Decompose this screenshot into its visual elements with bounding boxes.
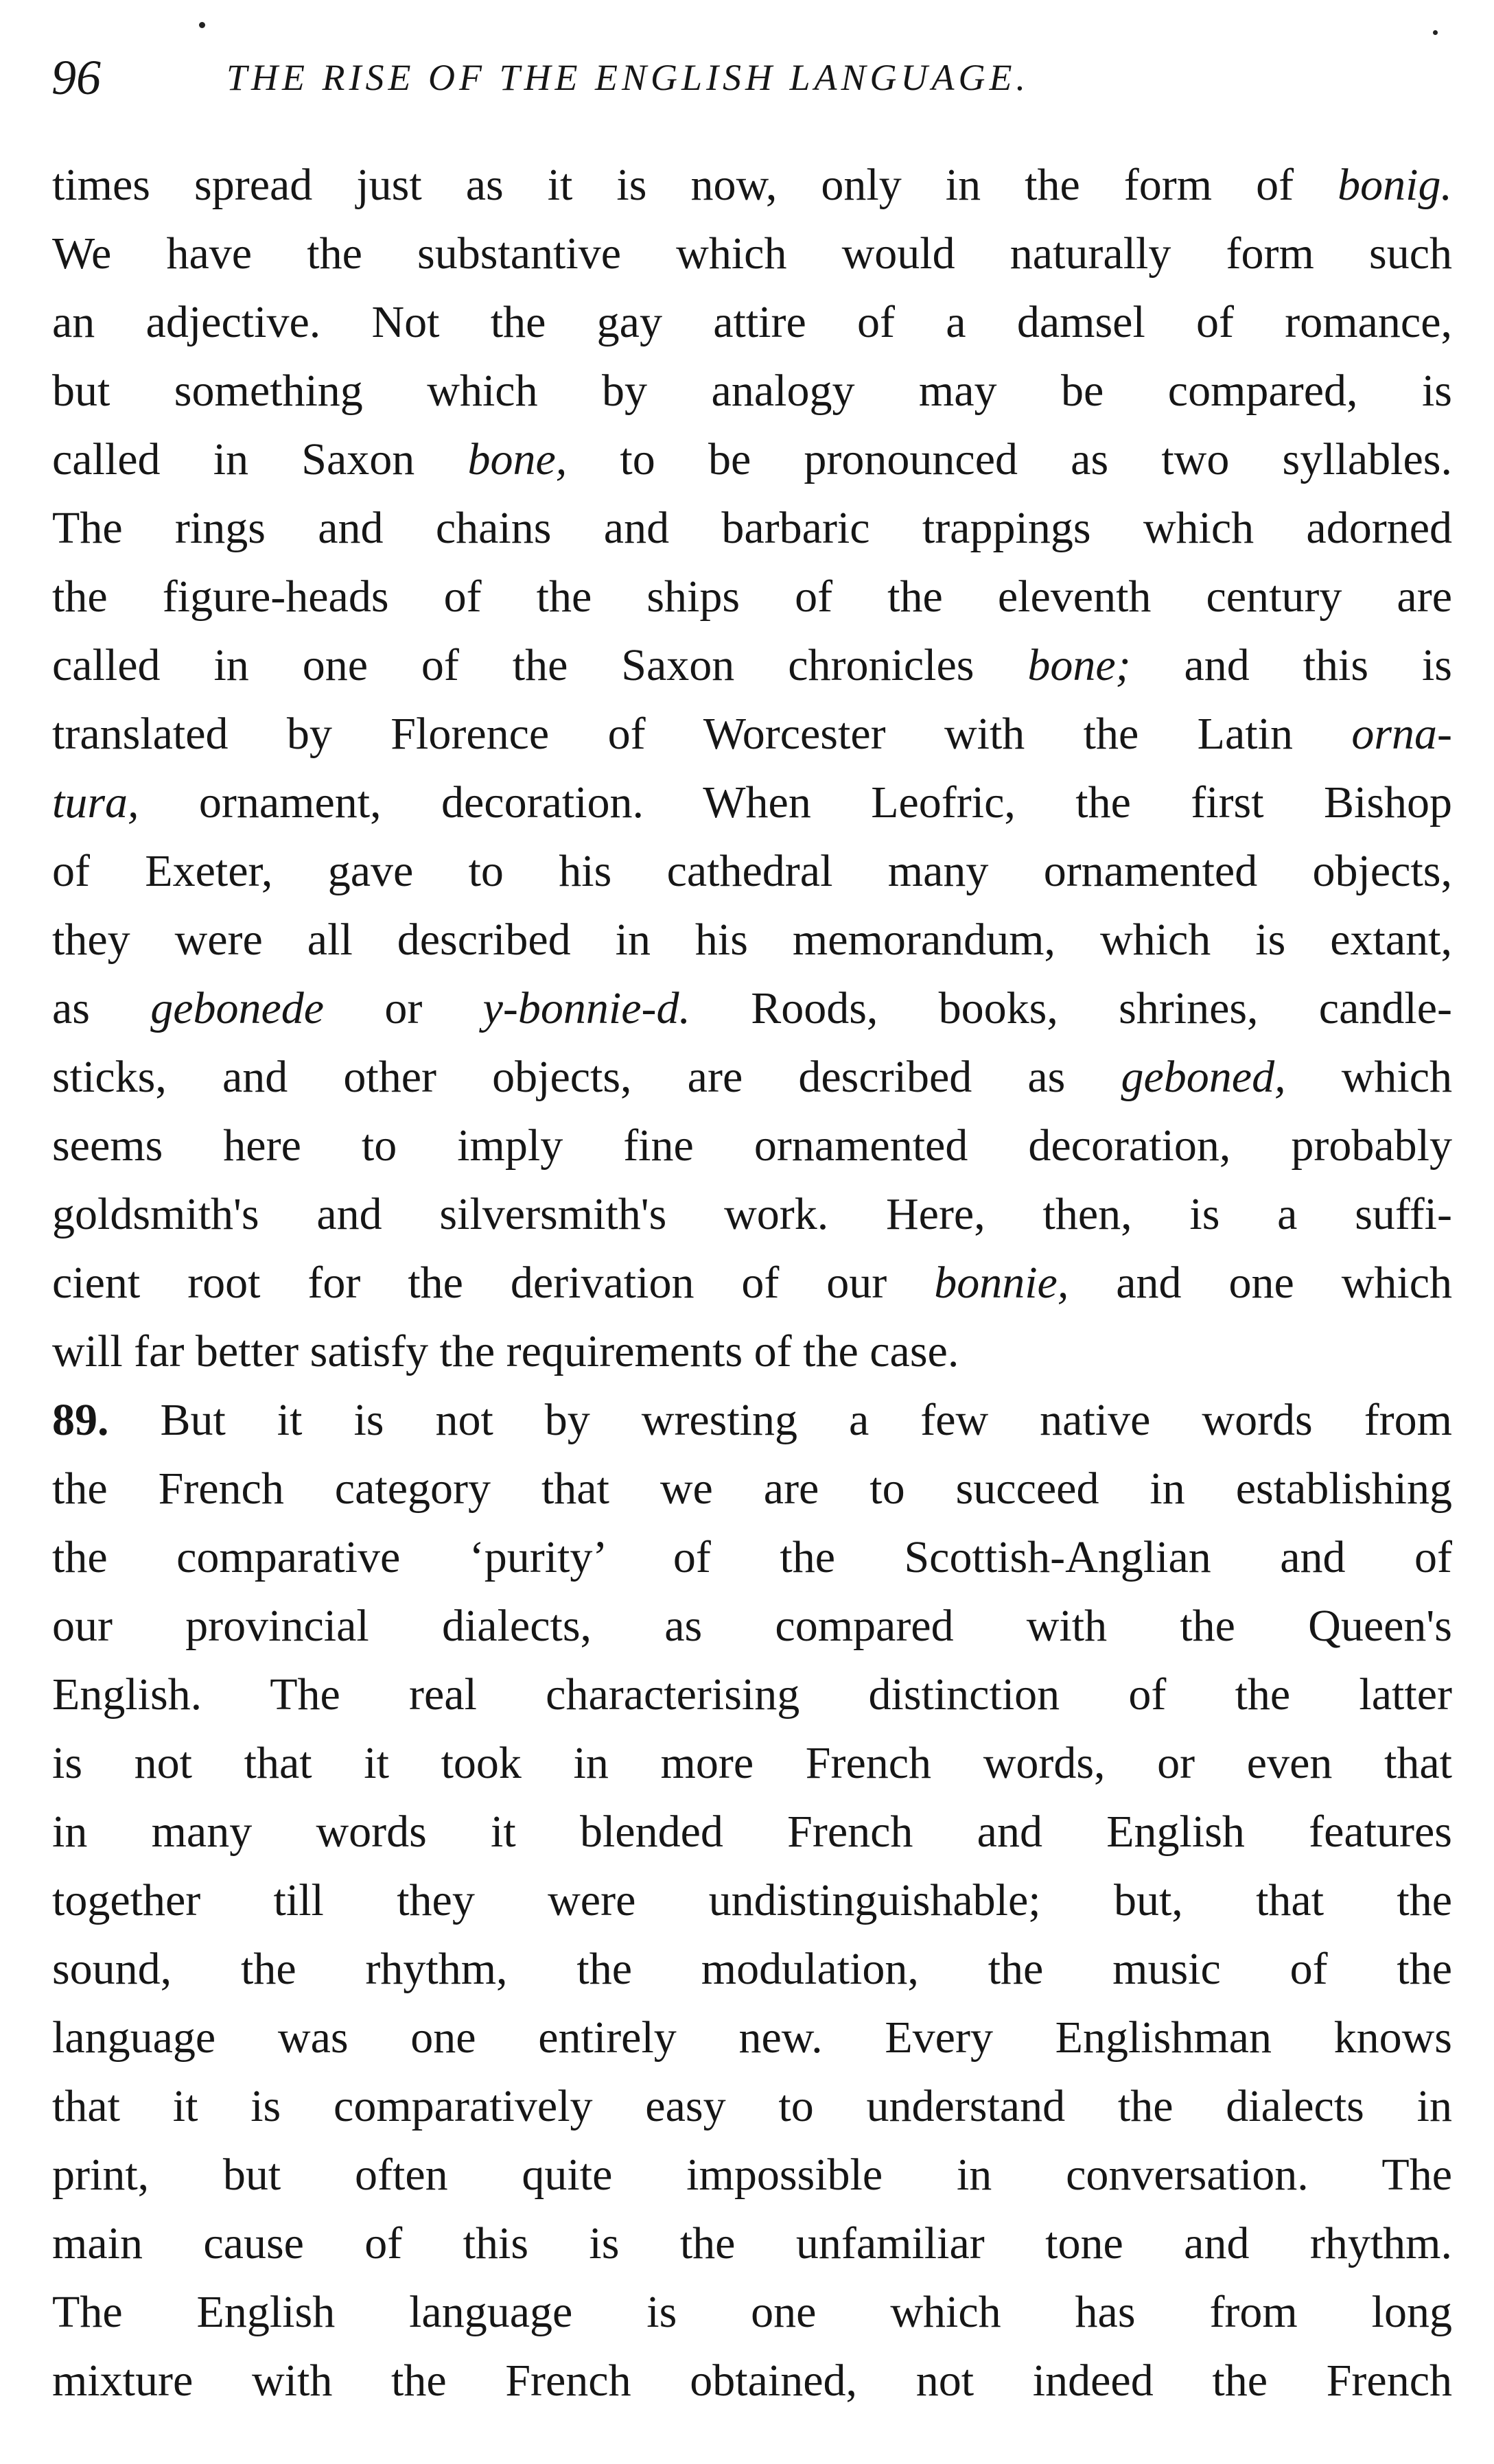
text-line	[52, 2141, 1452, 2209]
page-header	[51, 40, 1451, 115]
text-line	[52, 1798, 1452, 1866]
text-line	[52, 974, 1452, 1043]
italic-term: bonnie,	[934, 1258, 1069, 1308]
text-line	[52, 906, 1452, 974]
text-line	[52, 425, 1452, 494]
text-run: as	[52, 983, 151, 1033]
text-line	[52, 1180, 1452, 1249]
text-line	[52, 700, 1452, 768]
italic-term: bonig.	[1338, 160, 1452, 210]
text-run: together till they were undistinguishable; but, that the	[52, 1875, 1452, 1925]
text-run: seems here to imply fine ornamented decoration, probably	[52, 1120, 1452, 1171]
text-run: The English language is one which has from long	[52, 2287, 1452, 2337]
text-run: to be pronounced as two syllables.	[567, 434, 1452, 484]
text-run: that it is comparatively easy to understand the dialects in	[52, 2081, 1452, 2131]
text-run: in many words it blended French and English features	[52, 1807, 1452, 1857]
text-run: the comparative ‘purity’ of the Scottish-Anglian and of	[52, 1532, 1452, 1582]
italic-term: geboned,	[1121, 1052, 1286, 1102]
text-line	[52, 1386, 1452, 1455]
text-line	[52, 2347, 1452, 2415]
print-speck	[199, 22, 205, 28]
italic-term: bone;	[1027, 640, 1131, 690]
text-run: is not that it took in more French words, or even that	[52, 1738, 1452, 1788]
text-line	[52, 2072, 1452, 2141]
italic-term: y-bonnie-d.	[482, 983, 690, 1033]
italic-term: orna-	[1351, 709, 1452, 759]
text-run: but something which by analogy may be compared, is	[52, 366, 1452, 416]
text-line	[52, 1249, 1452, 1317]
text-run: they were all described in his memorandum, which is extant,	[52, 915, 1452, 965]
text-run: will far better satisfy the requirements of the case.	[52, 1326, 959, 1376]
text-line	[52, 2209, 1452, 2278]
print-speck	[1433, 30, 1438, 35]
text-run: sticks, and other objects, are described as	[52, 1052, 1121, 1102]
text-line	[52, 1523, 1452, 1592]
text-run: goldsmith's and silversmith's work. Here, then, is a suffi-	[52, 1189, 1452, 1239]
text-line	[52, 220, 1452, 288]
italic-term: bone,	[467, 434, 568, 484]
text-line	[52, 2278, 1452, 2347]
text-line	[52, 494, 1452, 563]
text-run: an adjective. Not the gay attire of a damsel of romance,	[52, 297, 1452, 347]
text-run: the French category that we are to succeed in establishing	[52, 1464, 1452, 1514]
text-run: language was one entirely new. Every Englishman knows	[52, 2013, 1452, 2063]
text-run: called in Saxon	[52, 434, 468, 484]
text-run: and this is	[1130, 640, 1452, 690]
page-number: 96	[51, 50, 101, 105]
text-run: We have the substantive which would naturally form such	[52, 228, 1452, 279]
text-run: which	[1285, 1052, 1452, 1102]
italic-term: tura,	[52, 777, 139, 828]
text-run: sound, the rhythm, the modulation, the music of the	[52, 1944, 1452, 1994]
text-line	[52, 1729, 1452, 1798]
running-title: THE RISE OF THE ENGLISH LANGUAGE.	[226, 57, 1029, 98]
text-line	[52, 288, 1452, 357]
text-line	[52, 151, 1452, 220]
text-run: main cause of this is the unfamiliar tone and rhythm.	[52, 2218, 1452, 2268]
text-line	[52, 631, 1452, 700]
body-text	[52, 151, 1452, 2415]
text-run: mixture with the French obtained, not indeed the French	[52, 2356, 1452, 2406]
text-run: of Exeter, gave to his cathedral many ornamented objects,	[52, 846, 1452, 896]
text-run: cient root for the derivation of our	[52, 1258, 935, 1308]
text-line	[52, 1317, 1452, 1386]
text-run: But it is not by wresting a few native words from	[108, 1395, 1452, 1445]
text-line	[52, 1661, 1452, 1729]
text-line	[52, 357, 1452, 425]
italic-term: gebonede	[150, 983, 325, 1033]
text-line	[52, 837, 1452, 906]
text-run: and one which	[1069, 1258, 1452, 1308]
text-run: The rings and chains and barbaric trappings which adorned	[52, 503, 1452, 553]
text-line	[52, 1043, 1452, 1112]
paragraph-number: 89.	[52, 1395, 109, 1445]
text-run: print, but often quite impossible in conversation. The	[52, 2150, 1452, 2200]
text-run: ornament, decoration. When Leofric, the first Bishop	[139, 777, 1452, 828]
text-run: our provincial dialects, as compared with the Queen's	[52, 1601, 1452, 1651]
text-run: times spread just as it is now, only in the form of	[52, 160, 1338, 210]
text-line	[52, 2004, 1452, 2072]
text-line	[52, 1935, 1452, 2004]
text-line	[52, 768, 1452, 837]
text-run: English. The real characterising distinction of the latter	[52, 1669, 1452, 1720]
text-run: or	[324, 983, 483, 1033]
text-line	[52, 563, 1452, 631]
text-run: the figure-heads of the ships of the eleventh century are	[52, 572, 1452, 622]
text-run: called in one of the Saxon chronicles	[52, 640, 1028, 690]
text-line	[52, 1112, 1452, 1180]
text-run: translated by Florence of Worcester with the Latin	[52, 709, 1352, 759]
text-line	[52, 1455, 1452, 1523]
text-run: Roods, books, shrines, candle-	[690, 983, 1452, 1033]
text-line	[52, 1866, 1452, 1935]
text-line	[52, 1592, 1452, 1661]
